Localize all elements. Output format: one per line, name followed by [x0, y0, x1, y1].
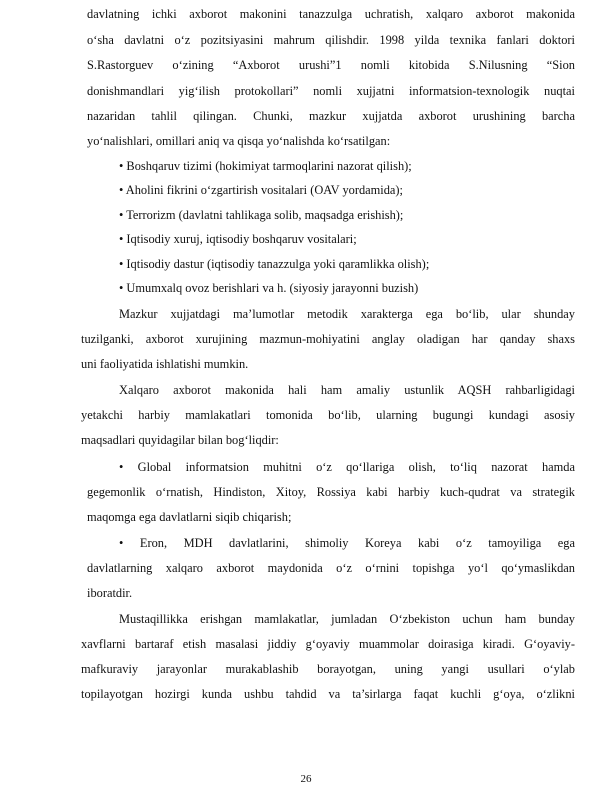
text-line: o‘sha davlatni o‘z pozitsiyasini mahrum qilishdir. 1998 yilda texnika fanlari doktori	[87, 33, 575, 47]
text-line: davlatlarning xalqaro axborot maydonida o‘z o‘rnini topishga yo‘l qo‘ymaslikdan	[87, 561, 575, 575]
bullet-item: • Terrorizm (davlatni tahlikaga solib, maqsadga erishish);	[119, 208, 404, 222]
text-line: yo‘nalishlari, omillari aniq va qisqa yo‘nalishda ko‘rsatilgan:	[87, 134, 391, 148]
text-line: maqomga ega davlatlarni siqib chiqarish;	[87, 510, 292, 524]
text-line: topilayotgan hozirgi kunda ushbu tahdid va ta’sirlarga faqat kuchli g‘oya, o‘zlikni	[81, 687, 575, 701]
text-line: Mustaqillikka erishgan mamlakatlar, jumladan O‘zbekiston uchun ham bunday	[119, 612, 575, 626]
text-line: S.Rastorguev o‘zining “Axborot urushi”1 nomli kitobida S.Nilusning “Sion	[87, 58, 575, 72]
text-line: xavflarni bartaraf etish masalasi jiddiy g‘oyaviy muammolar doirasiga kiradi. G‘oyaviy-	[81, 637, 575, 651]
bullet-item: • Boshqaruv tizimi (hokimiyat tarmoqlarini nazorat qilish);	[119, 159, 412, 173]
text-line: Xalqaro axborot makonida hali ham amaliy ustunlik AQSH rahbarligidagi	[119, 383, 575, 397]
bullet-item: • Umumxalq ovoz berishlari va h. (siyosiy jarayonni buzish)	[119, 281, 419, 295]
text-line: maqsadlari quyidagilar bilan bog‘liqdir:	[81, 433, 279, 447]
text-line: davlatning ichki axborot makonini tanazzulga uchratish, xalqaro axborot makonida	[87, 7, 575, 21]
text-line: mafkuraviy jarayonlar murakablashib borayotgan, uning yangi usullari o‘ylab	[81, 662, 575, 676]
bullet-item: • Iqtisodiy dastur (iqtisodiy tanazzulga yoki qaramlikka olish);	[119, 257, 430, 271]
bullet-item: • Global informatsion muhitni o‘z qo‘llariga olish, to‘liq nazorat hamda	[119, 460, 575, 474]
bullet-item: • Iqtisodiy xuruj, iqtisodiy boshqaruv vositalari;	[119, 232, 357, 246]
text-line: uni faoliyatida ishlatishi mumkin.	[81, 357, 249, 371]
text-line: tuzilganki, axborot xurujining mazmun-mohiyatini anglay oladigan har qanday shaxs	[81, 332, 575, 346]
text-line: donishmandlari yig‘ilish protokollari” nomli xujjatni informatsion-texnologik nuqtai	[87, 84, 575, 98]
page-number: 26	[300, 773, 312, 785]
text-line: nazaridan tahlil qilingan. Chunki, mazkur xujjatda axborot urushining barcha	[87, 109, 575, 123]
text-line: gegemonlik o‘rnatish, Hindiston, Xitoy, Rossiya kabi harbiy kuch-qudrat va strategik	[87, 485, 575, 499]
text-line: iboratdir.	[87, 586, 133, 600]
text-line: yetakchi harbiy mamlakatlari tomonida bo‘lib, ularning bugungi kundagi asosiy	[81, 408, 575, 422]
bullet-item: • Aholini fikrini o‘zgartirish vositalari (OAV yordamida);	[119, 183, 403, 197]
text-line: Mazkur xujjatdagi ma’lumotlar metodik xarakterga ega bo‘lib, ular shunday	[119, 307, 575, 321]
bullet-item: • Eron, MDH davlatlarini, shimoliy Koreya kabi o‘z tamoyiliga ega	[119, 536, 575, 550]
